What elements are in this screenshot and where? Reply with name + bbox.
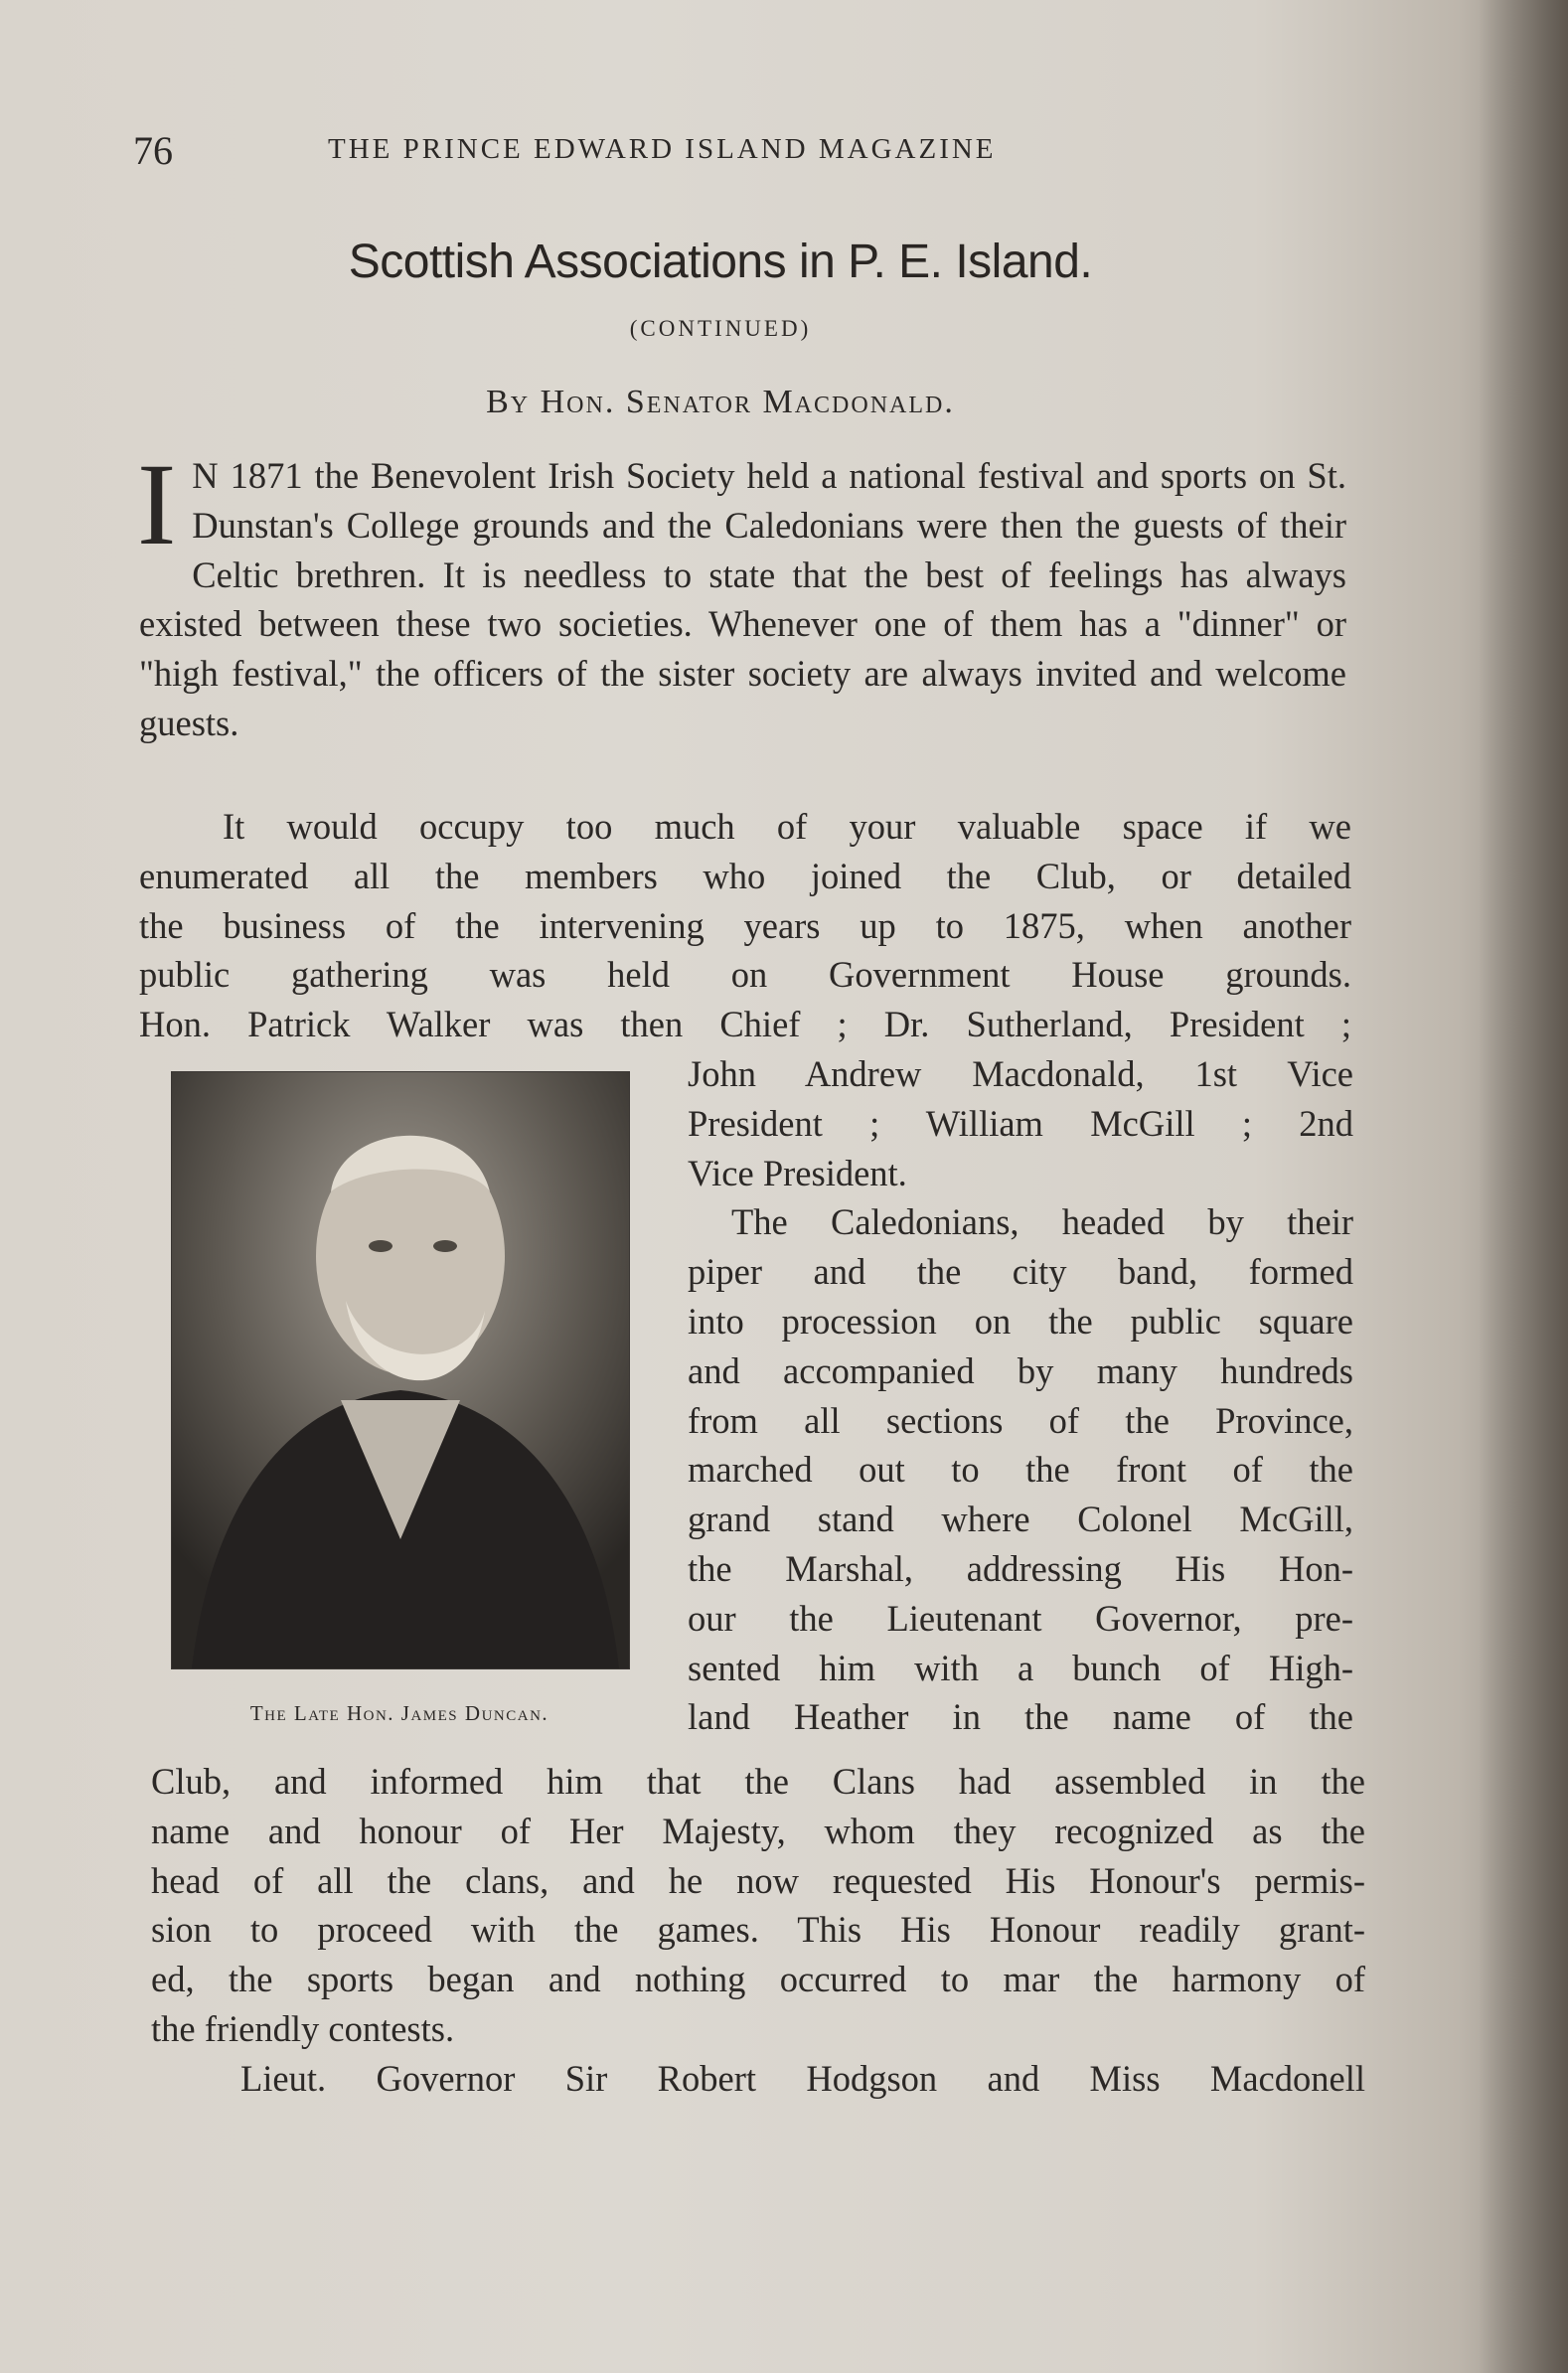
byline: By Hon. Senator Macdonald. [486,384,955,420]
text-line: and accompanied by many hundreds [688,1349,1353,1391]
text-line: Club, and informed him that the Clans had assembled in the [151,1761,1365,1802]
text-line: public gathering was held on Government House grounds. [139,954,1351,996]
text-line: sented him with a bunch of High- [688,1647,1353,1688]
text-line: marched out to the front of the [688,1449,1353,1491]
text-line: head of all the clans, and he now requested His Honour's permis- [151,1859,1365,1901]
text-line: from all sections of the Province, [688,1399,1353,1441]
text-line: the friendly contests. [151,2007,455,2049]
text-line: ed, the sports began and nothing occurred to mar the harmony of [151,1959,1365,2000]
text-line: Vice President. [688,1152,907,1193]
text-line: the business of the intervening years up to 1875, when another [139,904,1351,946]
book-spine-shadow [1479,0,1568,2373]
page-number: 76 [133,128,173,173]
portrait-illustration [172,1072,629,1668]
text-line: John Andrew Macdonald, 1st Vice [688,1053,1353,1094]
text-line: our the Lieutenant Governor, pre- [688,1597,1353,1639]
text-line: grand stand where Colonel McGill, [688,1499,1353,1540]
paragraph-1-text: N 1871 the Benevolent Irish Society held a national festival and sports on St. Dunstan's College grounds and the Caledonians were then the guests of their Celtic brethren. It is needless to state that the best of feelings has always existed between these two societies. Whenever one of them has a "dinner" or "high festival," the officers of the sister society are always invited and welcome guests. [139,455,1346,743]
text-line: piper and the city band, formed [688,1251,1353,1293]
paragraph-2 [139,802,1351,1049]
text-line: enumerated all the members who joined the Club, or detailed [139,855,1351,896]
paragraph-1 [137,439,1346,748]
full-width-text [151,1757,1365,2104]
wrapped-text-column [688,1049,1353,1742]
text-line: Lieut. Governor Sir Robert Hodgson and Miss Macdonell [240,2057,1365,2099]
text-line: President ; William McGill ; 2nd [688,1102,1353,1144]
text-line: It would occupy too much of your valuable space if we [223,806,1351,847]
text-line: the Marshal, addressing His Hon- [688,1547,1353,1589]
article-title: Scottish Associations in P. E. Island. [348,236,1093,288]
text-line: name and honour of Her Majesty, whom they recognized as the [151,1810,1365,1851]
text-line: Hon. Patrick Walker was then Chief ; Dr. Sutherland, President ; [139,1004,1351,1045]
text-line: into procession on the public square [688,1300,1353,1342]
page-header [133,127,1127,171]
text-line: land Heather in the name of the [688,1696,1353,1738]
continued-label: (CONTINUED) [629,316,812,341]
running-title: THE PRINCE EDWARD ISLAND MAGAZINE [328,133,997,165]
photo-caption: The Late Hon. James Duncan. [249,1701,549,1725]
text-line: The Caledonians, headed by their [731,1201,1353,1243]
drop-cap: I [137,439,177,569]
portrait-photo [171,1071,630,1669]
text-line: sion to proceed with the games. This His Honour readily grant- [151,1909,1365,1951]
